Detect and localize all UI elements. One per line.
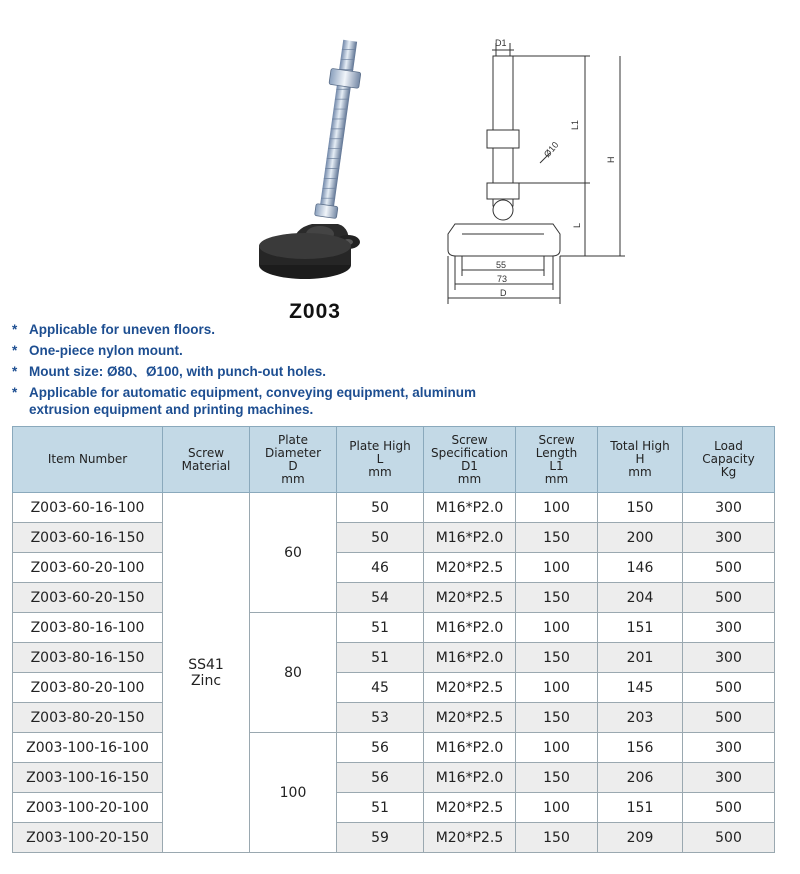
- cell-total-high: 204: [598, 583, 683, 613]
- cell-plate-high: 50: [337, 493, 424, 523]
- feature-item: [12, 321, 572, 338]
- label-d1: D1: [495, 38, 507, 48]
- header-line: mm: [368, 465, 392, 479]
- cell-plate-diameter: 60: [250, 493, 337, 613]
- cell-item-number: Z003-80-20-150: [13, 703, 163, 733]
- cell-screw-material: [163, 493, 250, 853]
- table-row: [13, 823, 775, 853]
- feature-text: Mount size: Ø80、Ø100, with punch-out holes.: [29, 364, 327, 379]
- table-row: [13, 643, 775, 673]
- header-screw-length: [516, 427, 598, 493]
- label-h: H: [606, 156, 616, 163]
- bullet-star: *: [12, 364, 18, 379]
- cell-load-capacity: 300: [683, 733, 775, 763]
- bullet-star: *: [12, 343, 18, 358]
- table-row: [13, 673, 775, 703]
- cell-total-high: 206: [598, 763, 683, 793]
- header-item-number: [13, 427, 163, 493]
- cell-screw-length: 100: [516, 673, 598, 703]
- cell-screw-spec: M16*P2.0: [424, 643, 516, 673]
- cell-load-capacity: 500: [683, 673, 775, 703]
- cell-load-capacity: 300: [683, 523, 775, 553]
- table-row: [13, 493, 775, 523]
- header-line: Total High: [610, 439, 670, 453]
- header-line: H: [635, 452, 645, 466]
- cell-load-capacity: 500: [683, 553, 775, 583]
- header-line: Length: [535, 445, 578, 460]
- cell-item-number: Z003-80-20-100: [13, 673, 163, 703]
- label-phi10: Ø10: [541, 139, 561, 160]
- bullet-star: *: [12, 385, 18, 400]
- header-line: Screw: [187, 445, 225, 460]
- header-plate-diameter: [250, 427, 337, 493]
- header-line: Screw: [451, 432, 488, 447]
- cell-plate-high: 51: [337, 613, 424, 643]
- table-row: [13, 613, 775, 643]
- cell-plate-high: 53: [337, 703, 424, 733]
- header-line: Screw: [538, 432, 575, 447]
- label-d: D: [500, 288, 507, 298]
- header-screw-spec: [424, 427, 516, 493]
- header-line: Specification: [430, 445, 509, 460]
- header-line: Kg: [720, 465, 737, 479]
- feature-item: [12, 363, 572, 380]
- cell-item-number: Z003-60-16-100: [13, 493, 163, 523]
- cell-total-high: 201: [598, 643, 683, 673]
- cell-plate-high: 45: [337, 673, 424, 703]
- cell-item-number: Z003-100-16-100: [13, 733, 163, 763]
- label-l1: L1: [570, 119, 580, 130]
- spec-table: [12, 426, 775, 853]
- cell-item-number: Z003-80-16-150: [13, 643, 163, 673]
- leveling-foot-photo: [230, 28, 390, 298]
- cell-load-capacity: 500: [683, 823, 775, 853]
- cell-plate-high: 54: [337, 583, 424, 613]
- cell-screw-length: 150: [516, 583, 598, 613]
- cell-screw-spec: M20*P2.5: [424, 583, 516, 613]
- cell-screw-spec: M16*P2.0: [424, 523, 516, 553]
- cell-screw-length: 100: [516, 553, 598, 583]
- cell-item-number: Z003-60-20-150: [13, 583, 163, 613]
- header-line: Capacity: [702, 452, 755, 466]
- cell-screw-length: 100: [516, 793, 598, 823]
- cell-load-capacity: 500: [683, 793, 775, 823]
- header-line: Plate: [277, 432, 308, 447]
- cell-screw-spec: M20*P2.5: [424, 553, 516, 583]
- header-line: Plate High: [349, 439, 411, 453]
- feature-item: [12, 384, 572, 418]
- cell-item-number: Z003-60-16-150: [13, 523, 163, 553]
- cell-load-capacity: 300: [683, 613, 775, 643]
- cell-total-high: 200: [598, 523, 683, 553]
- header-line: L: [376, 452, 384, 466]
- table-header-row: [13, 427, 775, 493]
- cell-item-number: Z003-60-20-100: [13, 553, 163, 583]
- cell-screw-spec: M20*P2.5: [424, 703, 516, 733]
- cell-total-high: 151: [598, 613, 683, 643]
- header-line: Item Number: [47, 452, 128, 466]
- table-row: [13, 583, 775, 613]
- cell-screw-length: 100: [516, 613, 598, 643]
- cell-plate-diameter: 80: [250, 613, 337, 733]
- cell-plate-high: 46: [337, 553, 424, 583]
- cell-plate-diameter: 100: [250, 733, 337, 853]
- cell-screw-spec: M20*P2.5: [424, 673, 516, 703]
- label-l: L: [572, 222, 582, 228]
- product-code: Z003: [289, 300, 341, 323]
- cell-load-capacity: 300: [683, 763, 775, 793]
- header-line: mm: [628, 465, 652, 479]
- cell-load-capacity: 300: [683, 493, 775, 523]
- header-line: Load: [714, 439, 743, 453]
- cell-total-high: 151: [598, 793, 683, 823]
- cell-screw-spec: M16*P2.0: [424, 733, 516, 763]
- header-load-capacity: [683, 427, 775, 493]
- cell-item-number: Z003-100-20-150: [13, 823, 163, 853]
- header-line: mm: [544, 471, 569, 486]
- cell-screw-length: 150: [516, 643, 598, 673]
- cell-item-number: Z003-80-16-100: [13, 613, 163, 643]
- cell-load-capacity: 500: [683, 703, 775, 733]
- feature-list: [12, 321, 572, 422]
- material-line: SS41: [188, 656, 224, 673]
- label-55: 55: [496, 260, 507, 270]
- header-line: Diameter: [264, 445, 322, 460]
- header-line: mm: [281, 471, 305, 486]
- label-73: 73: [497, 274, 508, 284]
- cell-screw-spec: M20*P2.5: [424, 793, 516, 823]
- cell-total-high: 209: [598, 823, 683, 853]
- cell-screw-spec: M16*P2.0: [424, 613, 516, 643]
- cell-plate-high: 56: [337, 733, 424, 763]
- feature-text: Applicable for automatic equipment, conveying equipment, aluminum extrusion equipment and printing machines.: [29, 385, 477, 417]
- feature-text: One-piece nylon mount.: [29, 343, 183, 358]
- cell-screw-spec: M20*P2.5: [424, 823, 516, 853]
- cell-screw-length: 150: [516, 703, 598, 733]
- table-row: [13, 733, 775, 763]
- cell-total-high: 145: [598, 673, 683, 703]
- header-line: Material: [181, 458, 231, 473]
- table-row: [13, 793, 775, 823]
- cell-total-high: 150: [598, 493, 683, 523]
- cell-total-high: 156: [598, 733, 683, 763]
- cell-total-high: 146: [598, 553, 683, 583]
- feature-text: Applicable for uneven floors.: [29, 322, 216, 337]
- cell-load-capacity: 500: [683, 583, 775, 613]
- cell-screw-length: 100: [516, 733, 598, 763]
- cell-screw-length: 150: [516, 823, 598, 853]
- header-line: mm: [457, 471, 482, 486]
- cell-screw-length: 150: [516, 523, 598, 553]
- header-line: D1: [461, 458, 478, 473]
- cell-screw-spec: M16*P2.0: [424, 763, 516, 793]
- cell-plate-high: 56: [337, 763, 424, 793]
- header-line: D: [288, 458, 298, 473]
- dimension-drawing: [440, 38, 650, 308]
- table-row: [13, 703, 775, 733]
- header-total-high: [598, 427, 683, 493]
- cell-plate-high: 59: [337, 823, 424, 853]
- cell-screw-length: 100: [516, 493, 598, 523]
- cell-plate-high: 51: [337, 793, 424, 823]
- table-row: [13, 763, 775, 793]
- cell-screw-spec: M16*P2.0: [424, 493, 516, 523]
- cell-screw-length: 150: [516, 763, 598, 793]
- table-row: [13, 523, 775, 553]
- header-line: L1: [549, 458, 564, 473]
- cell-total-high: 203: [598, 703, 683, 733]
- header-plate-high: [337, 427, 424, 493]
- cell-item-number: Z003-100-20-100: [13, 793, 163, 823]
- material-line: Zinc: [190, 672, 222, 689]
- cell-plate-high: 51: [337, 643, 424, 673]
- cell-item-number: Z003-100-16-150: [13, 763, 163, 793]
- bullet-star: *: [12, 322, 18, 337]
- feature-item: [12, 342, 572, 359]
- cell-load-capacity: 300: [683, 643, 775, 673]
- header-screw-material: [163, 427, 250, 493]
- cell-plate-high: 50: [337, 523, 424, 553]
- table-row: [13, 553, 775, 583]
